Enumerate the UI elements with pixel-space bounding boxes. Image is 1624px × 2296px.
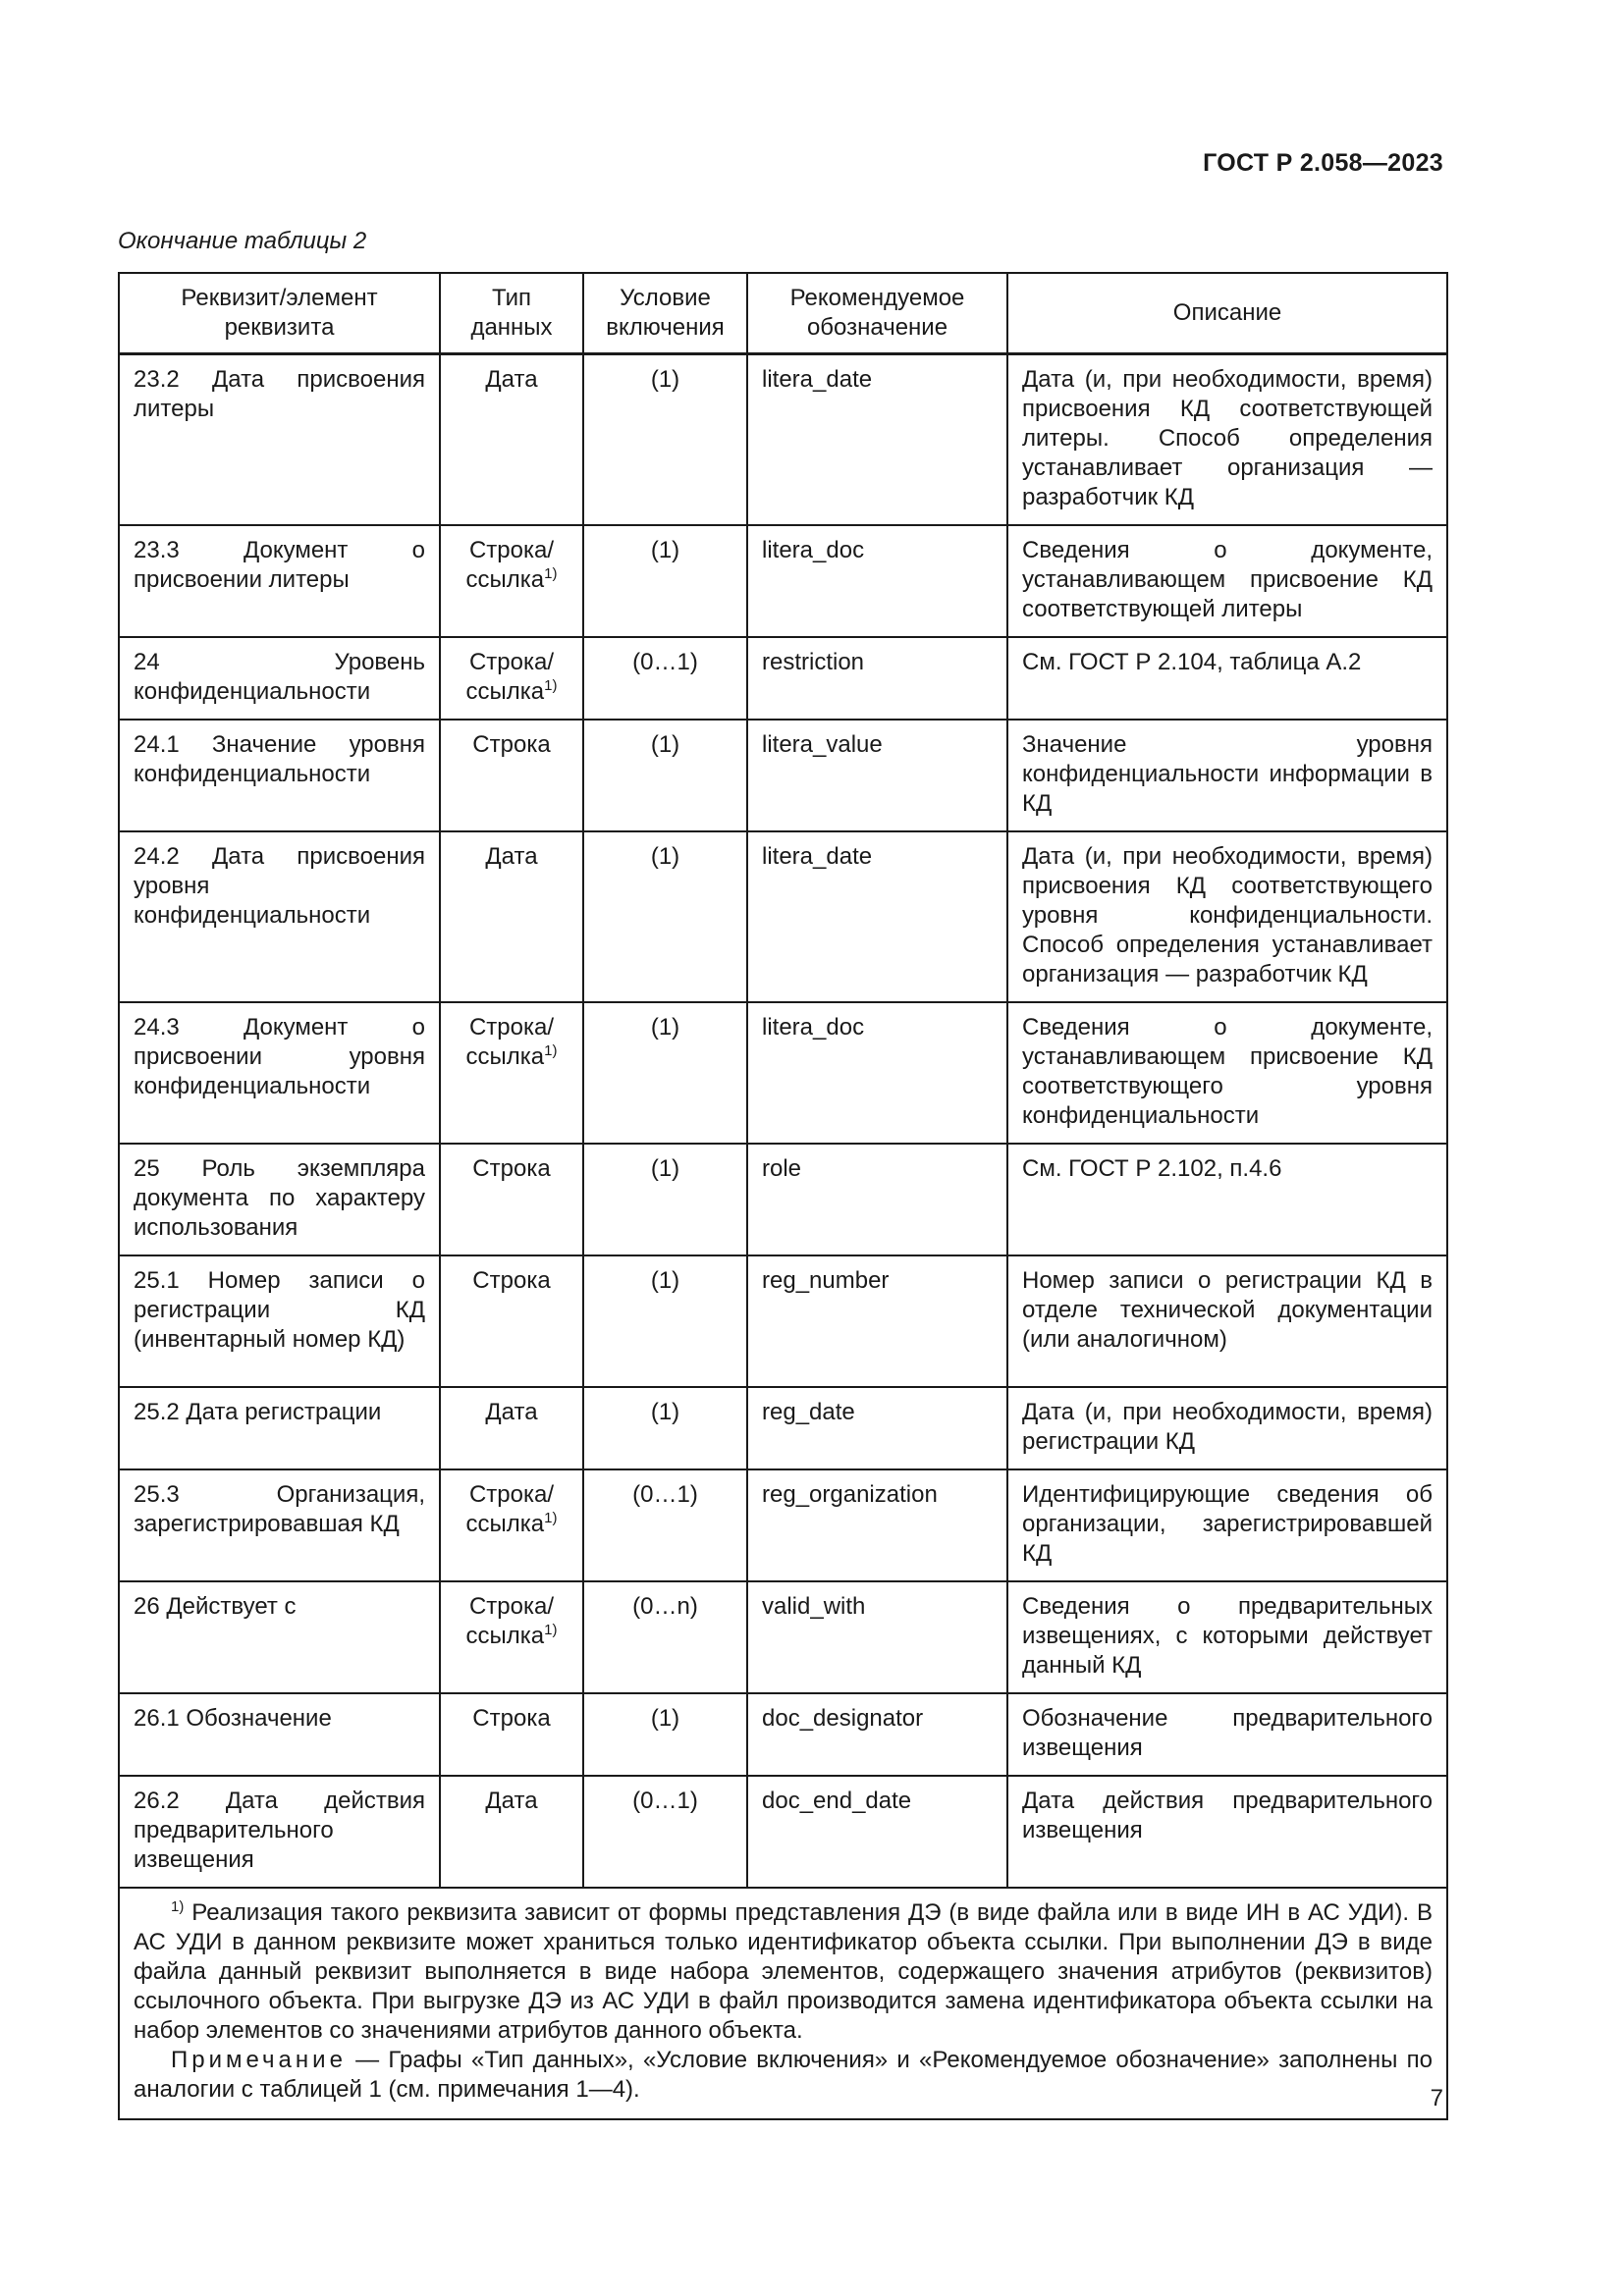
cell-condition: (1) bbox=[583, 720, 747, 831]
header-element: Реквизит/элемент реквизита bbox=[119, 273, 440, 354]
cell-type: Строка/ ссылка$^{1)}$ bbox=[440, 1581, 583, 1693]
cell-condition: (0…n) bbox=[583, 1581, 747, 1693]
cell-element: 24.1 Значение уровня конфиденциальности bbox=[119, 720, 440, 831]
note-text: — Графы «Тип данных», «Условие включения» и «Рекомендуемое обозначение» заполнены по аналогии с таблицей 1 (см. примечания 1—4). bbox=[134, 2047, 1433, 2103]
cell-description: Дата (и, при необходимости, время) присвоения КД соответствующей литеры. Способ определения устанавливает организация — разработчик КД bbox=[1007, 354, 1447, 526]
cell-description: Дата (и, при необходимости, время) регистрации КД bbox=[1007, 1387, 1447, 1469]
cell-designation: reg_organization bbox=[747, 1469, 1007, 1581]
cell-element: 26.2 Дата действия предварительного извещения bbox=[119, 1776, 440, 1888]
header-type: Тип данных bbox=[440, 273, 583, 354]
table-row bbox=[119, 637, 1447, 720]
table-footnote-row bbox=[119, 1888, 1447, 2119]
cell-designation: litera_doc bbox=[747, 525, 1007, 637]
cell-type: Строка/ ссылка$^{1)}$ bbox=[440, 1469, 583, 1581]
cell-description: Обозначение предварительного извещения bbox=[1007, 1693, 1447, 1776]
table-row bbox=[119, 1002, 1447, 1144]
cell-designation: role bbox=[747, 1144, 1007, 1255]
table-row bbox=[119, 354, 1447, 526]
header-condition: Условие включения bbox=[583, 273, 747, 354]
table-row bbox=[119, 525, 1447, 637]
cell-type: Дата bbox=[440, 1387, 583, 1469]
table-row bbox=[119, 1469, 1447, 1581]
cell-designation: valid_with bbox=[747, 1581, 1007, 1693]
cell-description: Дата (и, при необходимости, время) присвоения КД соответствующего уровня конфиденциальности. Способ определения устанавливает организация — разработчик КД bbox=[1007, 831, 1447, 1002]
cell-type: Дата bbox=[440, 354, 583, 526]
cell-element: 25.3 Организация, зарегистрировавшая КД bbox=[119, 1469, 440, 1581]
cell-type: Дата bbox=[440, 1776, 583, 1888]
cell-description: Номер записи о регистрации КД в отделе технической документации (или аналогичном) bbox=[1007, 1255, 1447, 1387]
cell-condition: (1) bbox=[583, 1255, 747, 1387]
table-row bbox=[119, 1144, 1447, 1255]
cell-condition: (1) bbox=[583, 1693, 747, 1776]
header-designation: Рекомендуемое обозначение bbox=[747, 273, 1007, 354]
cell-element: 26 Действует с bbox=[119, 1581, 440, 1693]
cell-element: 24 Уровень конфиденциальности bbox=[119, 637, 440, 720]
cell-condition: (1) bbox=[583, 525, 747, 637]
footnote-paragraph bbox=[134, 1898, 1433, 2046]
cell-designation: reg_number bbox=[747, 1255, 1007, 1387]
cell-type: Строка bbox=[440, 1144, 583, 1255]
table-row bbox=[119, 720, 1447, 831]
footnote-text: Реализация такого реквизита зависит от формы представления ДЭ (в виде файла или в виде ИН в АС УДИ). В АС УДИ в данном реквизите может храниться только идентификатор объекта ссылки. При выполнении ДЭ в виде файла данный реквизит выполняется в виде набора элементов, содержащего значения атрибутов (реквизитов) ссылочного объекта. При выгрузке ДЭ из АС УДИ в файл производится замена идентификатора объекта ссылки на набор элементов со значениями атрибутов данного объекта. bbox=[134, 1899, 1433, 2044]
cell-element: 25.1 Номер записи о регистрации КД (инвентарный номер КД) bbox=[119, 1255, 440, 1387]
footnote-marker: 1) bbox=[171, 1898, 185, 1915]
cell-type: Строка bbox=[440, 1693, 583, 1776]
cell-designation: reg_date bbox=[747, 1387, 1007, 1469]
document-code: ГОСТ Р 2.058—2023 bbox=[1203, 149, 1443, 177]
cell-condition: (1) bbox=[583, 831, 747, 1002]
cell-description: Идентифицирующие сведения об организации, зарегистрировавшей КД bbox=[1007, 1469, 1447, 1581]
cell-type: Строка/ ссылка$^{1)}$ bbox=[440, 637, 583, 720]
cell-type: Строка bbox=[440, 1255, 583, 1387]
cell-description: Значение уровня конфиденциальности информации в КД bbox=[1007, 720, 1447, 831]
header-description: Описание bbox=[1007, 273, 1447, 354]
cell-condition: (0…1) bbox=[583, 637, 747, 720]
requisites-table bbox=[118, 272, 1448, 2120]
cell-element: 26.1 Обозначение bbox=[119, 1693, 440, 1776]
cell-designation: litera_date bbox=[747, 354, 1007, 526]
cell-type: Строка/ ссылка$^{1)}$ bbox=[440, 525, 583, 637]
cell-designation: litera_date bbox=[747, 831, 1007, 1002]
table-row bbox=[119, 1255, 1447, 1387]
cell-designation: doc_designator bbox=[747, 1693, 1007, 1776]
cell-element: 23.2 Дата присвоения литеры bbox=[119, 354, 440, 526]
cell-designation: litera_value bbox=[747, 720, 1007, 831]
cell-type: Строка bbox=[440, 720, 583, 831]
note-paragraph bbox=[134, 2046, 1433, 2105]
table-row bbox=[119, 1387, 1447, 1469]
cell-condition: (1) bbox=[583, 1002, 747, 1144]
cell-designation: litera_doc bbox=[747, 1002, 1007, 1144]
cell-description: См. ГОСТ Р 2.102, п.4.6 bbox=[1007, 1144, 1447, 1255]
cell-description: См. ГОСТ Р 2.104, таблица А.2 bbox=[1007, 637, 1447, 720]
table-header-row bbox=[119, 273, 1447, 354]
cell-element: 24.3 Документ о присвоении уровня конфиденциальности bbox=[119, 1002, 440, 1144]
cell-element: 25.2 Дата регистрации bbox=[119, 1387, 440, 1469]
table-row bbox=[119, 1581, 1447, 1693]
cell-condition: (1) bbox=[583, 354, 747, 526]
cell-condition: (0…1) bbox=[583, 1469, 747, 1581]
cell-type: Дата bbox=[440, 831, 583, 1002]
cell-element: 25 Роль экземпляра документа по характеру использования bbox=[119, 1144, 440, 1255]
cell-condition: (0…1) bbox=[583, 1776, 747, 1888]
cell-description: Сведения о предварительных извещениях, с которыми действует данный КД bbox=[1007, 1581, 1447, 1693]
cell-element: 23.3 Документ о присвоении литеры bbox=[119, 525, 440, 637]
cell-designation: restriction bbox=[747, 637, 1007, 720]
cell-element: 24.2 Дата присвоения уровня конфиденциальности bbox=[119, 831, 440, 1002]
cell-description: Сведения о документе, устанавливающем присвоение КД соответствующей литеры bbox=[1007, 525, 1447, 637]
table-row bbox=[119, 1693, 1447, 1776]
table-caption: Окончание таблицы 2 bbox=[118, 228, 367, 254]
table-row bbox=[119, 831, 1447, 1002]
note-label: Примечание bbox=[171, 2047, 347, 2073]
cell-description: Дата действия предварительного извещения bbox=[1007, 1776, 1447, 1888]
cell-description: Сведения о документе, устанавливающем присвоение КД соответствующего уровня конфиденциальности bbox=[1007, 1002, 1447, 1144]
cell-designation: doc_end_date bbox=[747, 1776, 1007, 1888]
cell-type: Строка/ ссылка$^{1)}$ bbox=[440, 1002, 583, 1144]
cell-condition: (1) bbox=[583, 1387, 747, 1469]
cell-condition: (1) bbox=[583, 1144, 747, 1255]
table-row bbox=[119, 1776, 1447, 1888]
page-number: 7 bbox=[1430, 2085, 1443, 2111]
footnote-cell bbox=[119, 1888, 1447, 2119]
